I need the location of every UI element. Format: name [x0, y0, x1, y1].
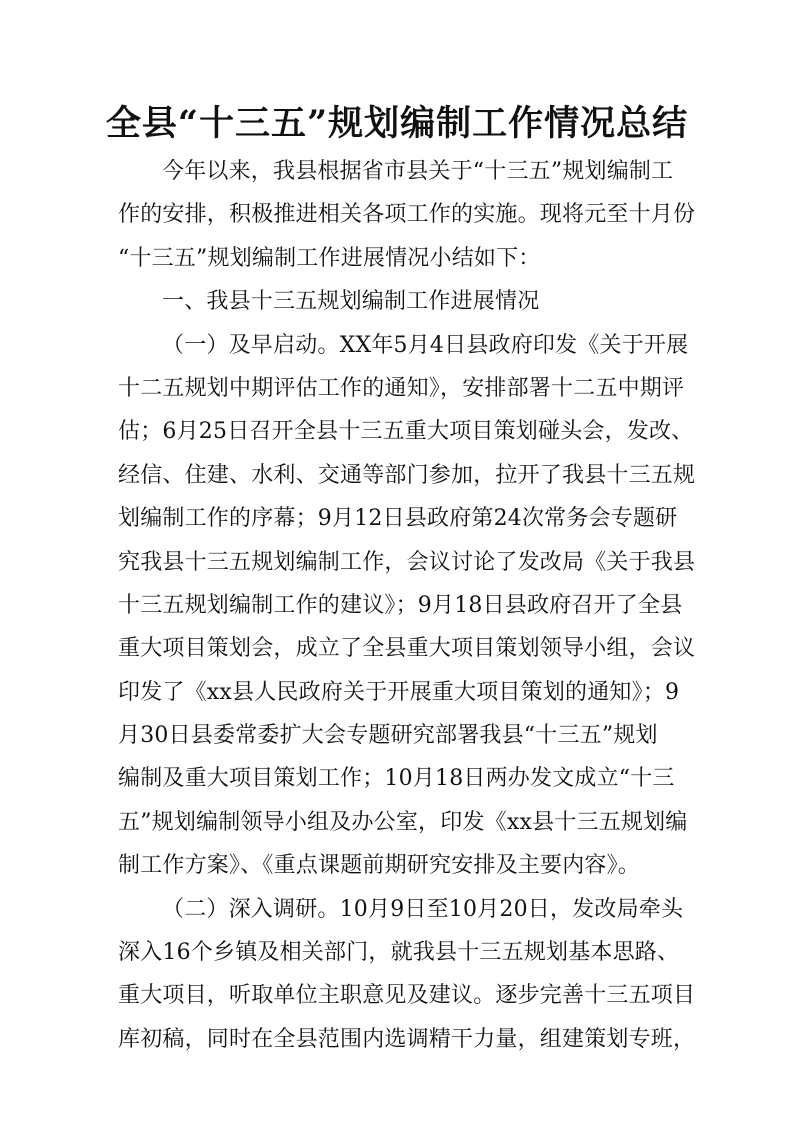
paragraph-start-up-line-11: 编制及重大项目策划工作；10月18日两办发文成立“十三: [118, 766, 675, 792]
section-heading-1: 一、我县十三五规划编制工作进展情况: [162, 289, 540, 315]
paragraph-start-up-line-7: 十三五规划编制工作的建议》；9月18日县政府召开了全县: [118, 592, 683, 618]
document-title: 全县“十三五”规划编制工作情况总结: [105, 103, 689, 144]
paragraph-start-up-line-9: 印发了《xx县人民政府关于开展重大项目策划的通知》；9: [118, 679, 680, 705]
paragraph-start-up-line-2: 十二五规划中期评估工作的通知》，安排部署十二五中期评: [118, 375, 685, 401]
paragraph-intro-line-3: “十三五”规划编制工作进展情况小结如下：: [118, 245, 541, 271]
paragraph-start-up-line-8: 重大项目策划会，成立了全县重大项目策划领导小组，会议: [118, 636, 696, 662]
paragraph-start-up-line-13: 制工作方案》、《重点课题前期研究安排及主要内容》。: [118, 853, 641, 879]
document-body: [118, 150, 696, 1061]
paragraph-intro-line-1: 今年以来，我县根据省市县关于“十三五”规划编制工: [162, 159, 674, 184]
paragraph-start-up-line-3: 估；6月25日召开全县十三五重大项目策划碰头会，发改、: [118, 419, 694, 445]
paragraph-research-line-2: 深入16个乡镇及相关部门，就我县十三五规划基本思路、: [118, 940, 680, 966]
paragraph-start-up-line-6: 究我县十三五规划编制工作，会议讨论了发改局《关于我县: [118, 549, 696, 575]
paragraph-start-up-line-5: 划编制工作的序幕；9月12日县政府第24次常务会专题研: [118, 506, 678, 532]
paragraph-start-up-line-1: （一）及早启动。XX年5月4日县政府印发《关于开展: [162, 332, 689, 358]
paragraph-start-up-line-12: 五”规划编制领导小组及办公室，印发《xx县十三五规划编: [118, 809, 688, 835]
paragraph-intro-line-2: 作的安排，积极推进相关各项工作的实施。现将元至十月份: [118, 202, 696, 228]
paragraph-start-up-line-10: 月30日县委常委扩大会专题研究部署我县“十三五”规划: [118, 723, 658, 749]
paragraph-start-up-line-4: 经信、住建、水利、交通等部门参加，拉开了我县十三五规: [118, 462, 696, 488]
paragraph-research-line-3: 重大项目，听取单位主职意见及建议。逐步完善十三五项目: [118, 983, 696, 1009]
paragraph-research-line-4: 库初稿，同时在全县范围内选调精干力量，组建策划专班，: [118, 1026, 696, 1052]
paragraph-research-line-1: （二）深入调研。10月9日至10月20日，发改局牵头: [162, 896, 684, 922]
